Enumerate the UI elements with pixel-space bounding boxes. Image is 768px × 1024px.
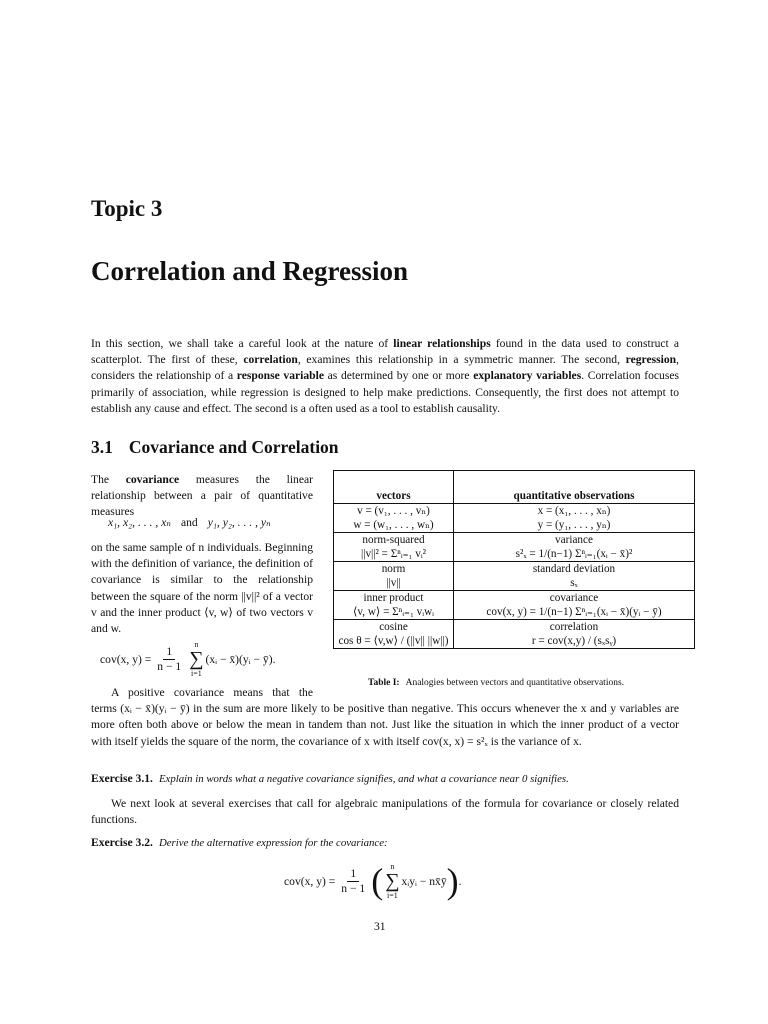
y-sequence: y₁, y₂, . . . , yₙ (207, 516, 271, 529)
exercise-3-1 (91, 772, 691, 785)
observation-cell (454, 562, 695, 591)
observation-cell (454, 591, 695, 620)
covariance-formula (100, 640, 276, 678)
sum-operator (189, 640, 203, 678)
cell-formula: ⟨v, w⟩ = Σⁿᵢ₌₁ vᵢwᵢ (353, 606, 434, 618)
formula-rhs: (xᵢ − x̄)(yᵢ − ȳ). (205, 652, 276, 666)
bold-term: correlation (243, 353, 298, 367)
cell-formula: sₓ (570, 577, 578, 589)
paragraph-rest: terms (xᵢ − x̄)(yᵢ − ȳ) in the sum are more likely to be positive than negative. This occurs whenever the x and y variables are more often both above or below the mean in tandem than not. Just like the situation in which the inner product of a vector with itself yields the square of the norm, the covariance of x with itself cov(x, x) = s²ₓ is the variance of x. (91, 702, 679, 748)
formula-end: . (458, 874, 462, 888)
sigma-symbol: ∑ (189, 648, 204, 670)
text-run: . Correlation focuses primarily of association, while regression is designed to help make predictions. Consequently, the first does not attempt to establish any cause and effect. The second is a often used as a tool to establish causality. (91, 369, 680, 415)
observation-cell (454, 620, 695, 649)
table-row (334, 504, 695, 533)
positive-covariance-paragraph (91, 685, 679, 750)
sum-operator (385, 862, 399, 900)
cell-label: norm-squared (362, 534, 425, 546)
bold-term: explanatory variables (473, 369, 582, 383)
formula-lhs: cov(x, y) = (284, 874, 336, 888)
exercise-text: Derive the alternative expression for the covariance: (158, 837, 388, 849)
fraction-numerator: 1 (163, 645, 175, 660)
algebra-paragraph: We next look at several exercises that call for algebraic manipulations of the formula for covariance or closely related functions. (91, 797, 679, 827)
cell-formula: cos θ = ⟨v,w⟩ / (||v|| ||w||) (338, 635, 449, 647)
cell-label: variance (555, 534, 593, 546)
sum-upper-limit: n (390, 862, 395, 871)
fraction-denominator: n − 1 (341, 881, 366, 895)
caption-label: Table I: (368, 678, 400, 688)
sum-lower-limit: i=1 (191, 669, 202, 678)
section-title: Covariance and Correlation (128, 437, 339, 457)
vector-cell (334, 504, 454, 533)
cell-label: standard deviation (532, 563, 616, 575)
cell-label: inner product (363, 592, 424, 604)
fraction-denominator: n − 1 (157, 659, 182, 673)
left-paren: ( (371, 861, 384, 901)
cell-label: cosine (379, 621, 408, 633)
vector-cell (334, 562, 454, 591)
table-body (334, 504, 695, 649)
table-row (334, 533, 695, 562)
exercise-label: Exercise 3.2. (91, 836, 153, 849)
vector-cell (334, 533, 454, 562)
cell-formula: s²ₓ = 1/(n−1) Σⁿᵢ₌₁(xᵢ − x̄)² (515, 548, 633, 560)
table-row (334, 591, 695, 620)
intro-paragraph (91, 336, 679, 417)
exercise-text: Explain in words what a negative covariance signifies, and what a covariance near 0 signifies. (158, 773, 569, 785)
exercise-label: Exercise 3.1. (91, 772, 153, 785)
page-number: 31 (374, 920, 386, 933)
cell-formula: r = cov(x,y) / (sₓsᵧ) (531, 635, 617, 647)
cell-formula: cov(x, y) = 1/(n−1) Σⁿᵢ₌₁(xᵢ − x̄)(yᵢ − ȳ) (486, 606, 662, 618)
observation-cell (454, 533, 695, 562)
cell-formula: ||v|| (386, 577, 401, 589)
cell-label: norm (381, 563, 406, 575)
caption-text: Analogies between vectors and quantitative observations. (405, 678, 625, 688)
alternative-covariance-formula (284, 862, 462, 900)
vector-cell (334, 620, 454, 649)
section-number: 3.1 (91, 437, 113, 457)
bold-term: response variable (236, 369, 324, 383)
table-header-observations: quantitative observations (454, 471, 695, 504)
vector-cell (334, 591, 454, 620)
cell-formula: x = (x₁, . . . , xₙ) (537, 505, 611, 517)
table-row (334, 620, 695, 649)
exercise-3-2 (91, 836, 691, 849)
formula-fraction (338, 867, 368, 896)
x-sequence: x₁, x₂, . . . , xₙ (108, 516, 171, 529)
bold-term: linear relationships (393, 337, 491, 350)
analogy-table (333, 470, 695, 649)
topic-heading: Topic 3 (91, 196, 163, 221)
table-row (334, 562, 695, 591)
cell-formula: y = (y₁, . . . , yₙ) (537, 519, 611, 531)
cell-label: covariance (549, 592, 599, 604)
text-run: measures the linear relationship between a pair of quantitative measures (91, 473, 313, 519)
formula-fraction (154, 645, 184, 674)
table-header-row (334, 471, 695, 504)
observation-cell (454, 504, 695, 533)
text-run: The (91, 473, 126, 486)
table-header-vectors: vectors (334, 471, 454, 504)
paragraph-first-line: A positive covariance means that the (111, 686, 313, 699)
cell-formula: v = (v₁, . . . , vₙ) (357, 505, 430, 517)
text-run: , examines this relationship in a symmetric manner. The second, (297, 353, 626, 367)
sigma-symbol: ∑ (385, 870, 400, 892)
formula-lhs: cov(x, y) = (100, 652, 152, 666)
sequence-line (108, 515, 271, 529)
covariance-intro (91, 472, 313, 521)
bold-term: regression (625, 353, 677, 367)
and-word: and (180, 516, 198, 529)
cell-formula: ||v||² = Σⁿᵢ₌₁ vᵢ² (360, 548, 427, 560)
covariance-text: on the same sample of n individuals. Beginning with the definition of variance, the definition of covariance is similar to the relationship between the square of the norm ||v||² of a vector v and the inner product ⟨v, w⟩ of two vectors v and w. (91, 541, 313, 636)
right-paren: ) (446, 861, 459, 901)
text-run: as determined by one or more (323, 369, 474, 383)
sum-lower-limit: i=1 (387, 891, 398, 900)
formula-body: xᵢyᵢ − nx̄ȳ (401, 874, 447, 888)
chapter-title: Correlation and Regression (91, 256, 408, 286)
text-run: found in the data used to construct a scatterplot. The first of these, (91, 337, 679, 367)
section-heading (91, 437, 339, 458)
cell-formula: w = (w₁, . . . , wₙ) (353, 519, 434, 531)
sum-upper-limit: n (194, 640, 199, 649)
text-run: In this section, we shall take a careful look at the nature of (91, 337, 394, 350)
bold-term: covariance (125, 473, 180, 486)
text-run: , considers the relationship of a (91, 353, 679, 383)
cell-label: correlation (549, 621, 599, 633)
fraction-numerator: 1 (347, 867, 359, 882)
